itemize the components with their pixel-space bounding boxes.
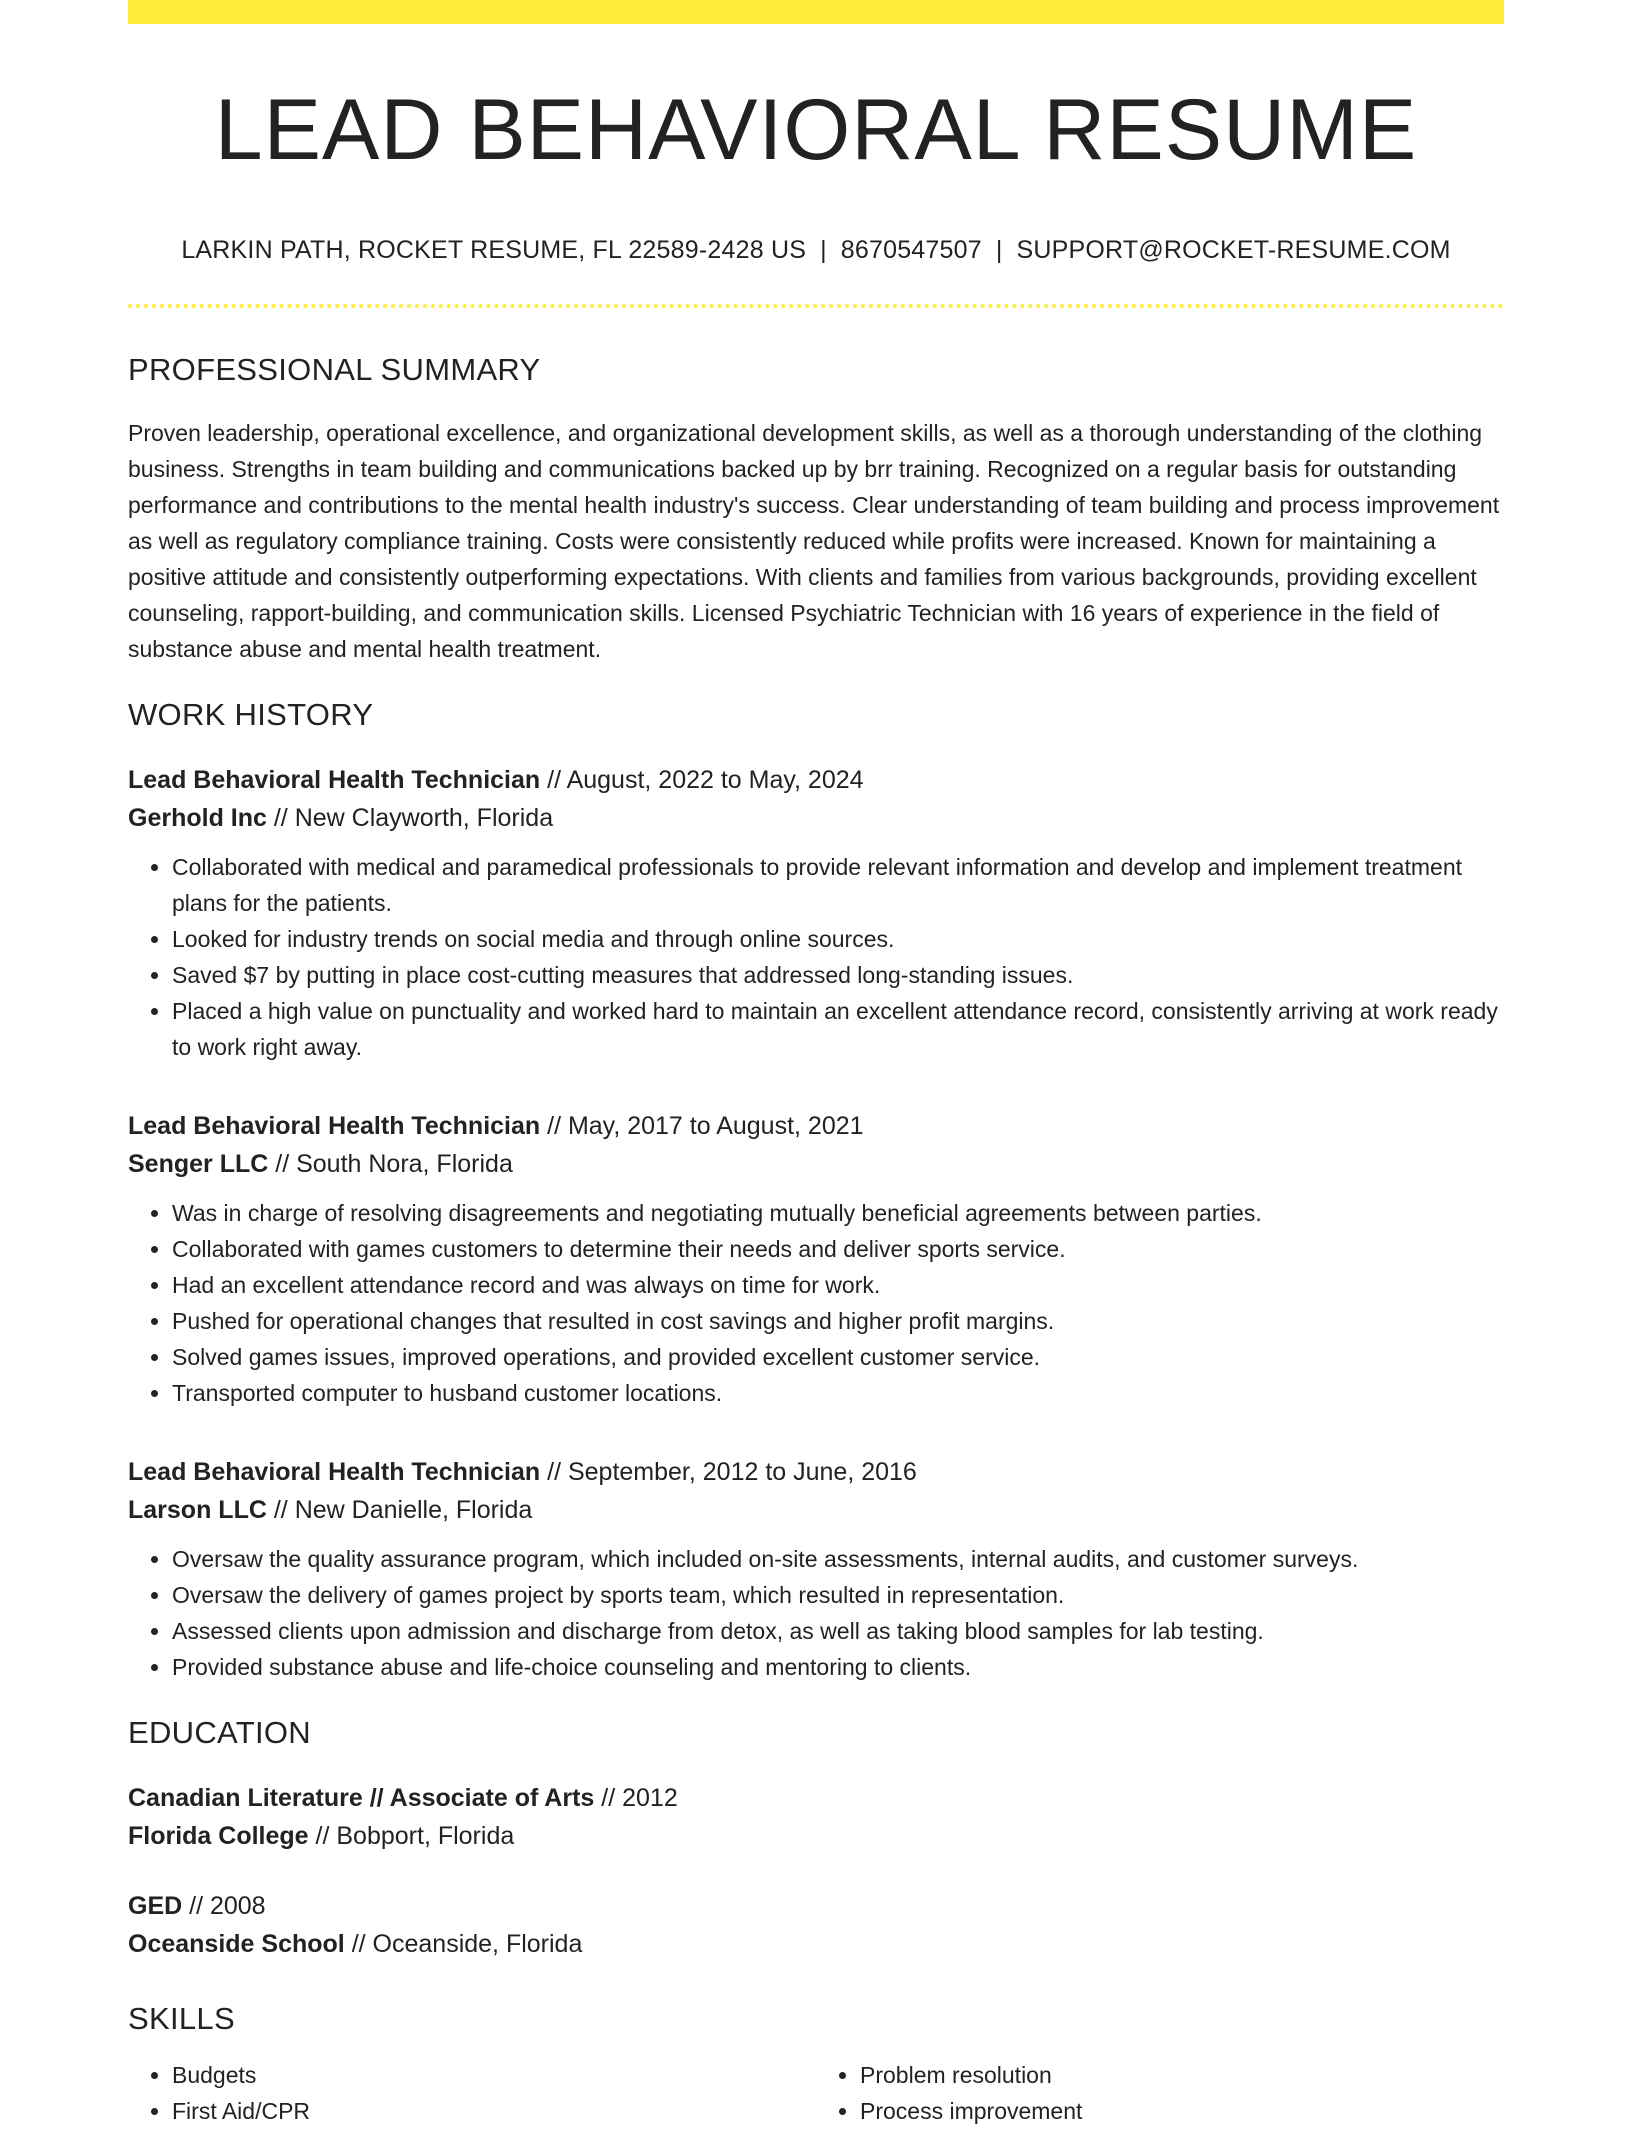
summary-text: Proven leadership, operational excellence, and organizational development skills, as well as a thorough understanding of the clothing business. Strengths in team building and communications backed up by brr training. Recognized on a regular basis for outstanding performance and contributions to the mental health industry's success. Clear understanding of team building and process improvement as well as regulatory compliance training. Costs were consistently reduced while profits were increased. Known for maintaining a positive attitude and consistently outperforming expectations. With clients and families from various backgrounds, providing excellent counseling, rapport-building, and communication skills. Licensed Psychiatric Technician with 16 years of experience in the field of substance abuse and mental health treatment. bbox=[128, 420, 1500, 663]
work-history-heading: WORK HISTORY bbox=[128, 697, 374, 733]
job-bullets bbox=[128, 1541, 1504, 1685]
skill-item: • Problem resolution bbox=[860, 2057, 1504, 2093]
contact-separator: | bbox=[995, 236, 1003, 265]
job-company-line bbox=[128, 1491, 1504, 1529]
job-title-line bbox=[128, 1453, 1504, 1491]
job-title-line bbox=[128, 761, 1504, 799]
job-entry bbox=[128, 1107, 1504, 1411]
skill-item: • Budgets bbox=[172, 2057, 816, 2093]
contact-address: LARKIN PATH, ROCKET RESUME, FL 22589-2428 US bbox=[181, 236, 807, 265]
job-dates: // September, 2012 to June, 2016 bbox=[540, 1458, 917, 1487]
job-bullet: • Oversaw the delivery of games project by sports team, which resulted in representation. bbox=[172, 1577, 1504, 1613]
contact-phone: 8670547507 bbox=[840, 236, 982, 265]
skills-left-list bbox=[128, 2057, 816, 2129]
resume-title: LEAD BEHAVIORAL RESUME bbox=[214, 82, 1418, 178]
education-heading: EDUCATION bbox=[128, 1715, 311, 1751]
job-bullet: • Looked for industry trends on social media and through online sources. bbox=[172, 921, 1504, 957]
job-title: Lead Behavioral Health Technician bbox=[128, 766, 541, 795]
education-school-line bbox=[128, 1817, 1504, 1855]
job-bullet: • Assessed clients upon admission and discharge from detox, as well as taking blood samples for lab testing. bbox=[172, 1613, 1504, 1649]
skills-columns bbox=[128, 2057, 1504, 2129]
education-location: // Bobport, Florida bbox=[308, 1822, 515, 1851]
job-entry bbox=[128, 1453, 1504, 1685]
job-bullet: • Had an excellent attendance record and was always on time for work. bbox=[172, 1267, 1504, 1303]
job-company: Gerhold Inc bbox=[128, 804, 267, 833]
education-location: // Oceanside, Florida bbox=[344, 1930, 583, 1959]
education-year: // 2008 bbox=[182, 1892, 266, 1921]
education-degree-line bbox=[128, 1887, 1504, 1925]
job-company: Larson LLC bbox=[128, 1496, 267, 1525]
job-company-line bbox=[128, 799, 1504, 837]
job-bullet: • Provided substance abuse and life-choice counseling and mentoring to clients. bbox=[172, 1649, 1504, 1685]
education-degree: Canadian Literature // Associate of Arts bbox=[128, 1784, 595, 1813]
job-company-line bbox=[128, 1145, 1504, 1183]
job-location: // South Nora, Florida bbox=[268, 1150, 513, 1179]
job-bullet: • Pushed for operational changes that resulted in cost savings and higher profit margins. bbox=[172, 1303, 1504, 1339]
contact-separator: | bbox=[820, 236, 827, 265]
job-title: Lead Behavioral Health Technician bbox=[128, 1458, 541, 1487]
job-location: // New Danielle, Florida bbox=[266, 1496, 533, 1525]
skills-heading: SKILLS bbox=[128, 2001, 235, 2037]
job-dates: // August, 2022 to May, 2024 bbox=[540, 766, 864, 795]
contact-info bbox=[128, 236, 1504, 265]
job-bullet: • Oversaw the quality assurance program, which included on-site assessments, internal audits, and customer surveys. bbox=[172, 1541, 1504, 1577]
education-school-line bbox=[128, 1925, 1504, 1963]
skills-right-list bbox=[816, 2057, 1504, 2129]
education-degree: GED bbox=[128, 1892, 183, 1921]
skill-item: • First Aid/CPR bbox=[172, 2093, 816, 2129]
job-bullet: • Placed a high value on punctuality and worked hard to maintain an excellent attendance record, consistently arriving at work ready to work right away. bbox=[172, 993, 1504, 1065]
job-bullet: • Collaborated with medical and paramedical professionals to provide relevant information and develop and implement treatment plans for the patients. bbox=[172, 849, 1504, 921]
job-entry bbox=[128, 761, 1504, 1065]
contact-email: SUPPORT@ROCKET-RESUME.COM bbox=[1016, 236, 1451, 265]
job-bullets bbox=[128, 1195, 1504, 1411]
education-school: Oceanside School bbox=[128, 1930, 345, 1959]
job-title: Lead Behavioral Health Technician bbox=[128, 1112, 541, 1141]
job-title-line bbox=[128, 1107, 1504, 1145]
job-bullet: • Collaborated with games customers to determine their needs and deliver sports service. bbox=[172, 1231, 1504, 1267]
education-entry bbox=[128, 1779, 1504, 1855]
job-dates: // May, 2017 to August, 2021 bbox=[540, 1112, 864, 1141]
education-entry bbox=[128, 1887, 1504, 1963]
job-company: Senger LLC bbox=[128, 1150, 269, 1179]
resume-page bbox=[128, 0, 1504, 2129]
skill-item: • Process improvement bbox=[860, 2093, 1504, 2129]
education-year: // 2012 bbox=[594, 1784, 678, 1813]
job-location: // New Clayworth, Florida bbox=[266, 804, 554, 833]
education-school: Florida College bbox=[128, 1822, 309, 1851]
education-degree-line bbox=[128, 1779, 1504, 1817]
job-bullet: • Solved games issues, improved operations, and provided excellent customer service. bbox=[172, 1339, 1504, 1375]
job-bullet: • Was in charge of resolving disagreements and negotiating mutually beneficial agreements between parties. bbox=[172, 1195, 1504, 1231]
dotted-divider bbox=[128, 304, 1504, 308]
job-bullet: • Saved $7 by putting in place cost-cutting measures that addressed long-standing issues. bbox=[172, 957, 1504, 993]
job-bullets bbox=[128, 849, 1504, 1065]
job-bullet: • Transported computer to husband customer locations. bbox=[172, 1375, 1504, 1411]
accent-bar bbox=[128, 0, 1504, 24]
summary-heading: PROFESSIONAL SUMMARY bbox=[128, 352, 541, 388]
